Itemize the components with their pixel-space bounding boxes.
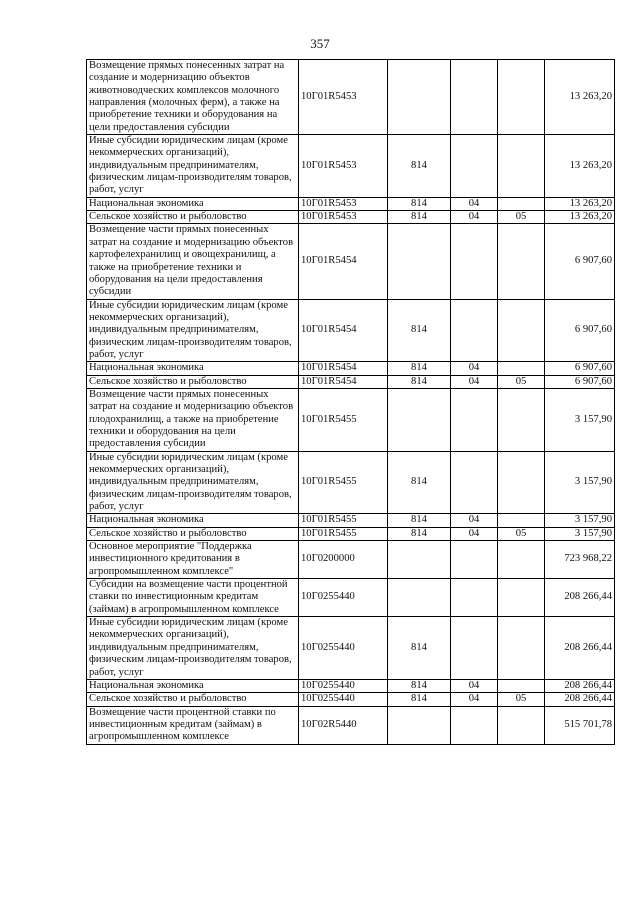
row-target-code: 10Г01R5455 <box>299 388 388 451</box>
row-name: Национальная экономика <box>87 197 299 210</box>
row-amount: 13 263,20 <box>545 135 615 198</box>
row-name: Основное мероприятие "Поддержка инвестиционного кредитования в агропромышленном комплексе" <box>87 541 299 579</box>
row-target-code: 10Г01R5454 <box>299 362 388 375</box>
row-amount: 3 157,90 <box>545 451 615 514</box>
row-subsection <box>498 579 545 617</box>
row-expense-type <box>388 706 451 744</box>
row-amount: 13 263,20 <box>545 211 615 224</box>
table-row <box>87 375 615 388</box>
row-amount: 6 907,60 <box>545 362 615 375</box>
row-section <box>451 388 498 451</box>
table-row <box>87 579 615 617</box>
row-expense-type: 814 <box>388 135 451 198</box>
row-subsection <box>498 60 545 135</box>
row-section: 04 <box>451 375 498 388</box>
table-row <box>87 451 615 514</box>
row-expense-type: 814 <box>388 693 451 706</box>
row-name: Возмещение части процентной ставки по инвестиционным кредитам (займам) в агропромышленном комплексе <box>87 706 299 744</box>
row-target-code: 10Г01R5453 <box>299 60 388 135</box>
table-row <box>87 679 615 692</box>
row-name: Национальная экономика <box>87 514 299 527</box>
row-target-code: 10Г0255440 <box>299 693 388 706</box>
row-target-code: 10Г01R5454 <box>299 299 388 362</box>
row-subsection <box>498 388 545 451</box>
row-name: Национальная экономика <box>87 362 299 375</box>
row-amount: 6 907,60 <box>545 224 615 299</box>
row-amount: 6 907,60 <box>545 375 615 388</box>
table-row <box>87 224 615 299</box>
table-row <box>87 617 615 680</box>
page-number: 357 <box>310 36 330 51</box>
row-expense-type <box>388 60 451 135</box>
row-target-code: 10Г01R5455 <box>299 451 388 514</box>
row-name: Иные субсидии юридическим лицам (кроме некоммерческих организаций), индивидуальным предпринимателям, физическим лицам-производителям товаров, работ, услуг <box>87 299 299 362</box>
row-name: Сельское хозяйство и рыболовство <box>87 527 299 540</box>
row-subsection: 05 <box>498 693 545 706</box>
row-subsection <box>498 541 545 579</box>
row-section <box>451 135 498 198</box>
row-target-code: 10Г01R5453 <box>299 135 388 198</box>
row-expense-type: 814 <box>388 514 451 527</box>
row-subsection: 05 <box>498 375 545 388</box>
row-section: 04 <box>451 527 498 540</box>
row-amount: 723 968,22 <box>545 541 615 579</box>
row-expense-type: 814 <box>388 211 451 224</box>
row-name: Субсидии на возмещение части процентной ставки по инвестиционным кредитам (займам) в агропромышленном комплексе <box>87 579 299 617</box>
row-amount: 515 701,78 <box>545 706 615 744</box>
row-target-code: 10Г0255440 <box>299 579 388 617</box>
row-name: Сельское хозяйство и рыболовство <box>87 693 299 706</box>
row-target-code: 10Г01R5453 <box>299 211 388 224</box>
row-section: 04 <box>451 211 498 224</box>
row-subsection <box>498 197 545 210</box>
row-target-code: 10Г01R5455 <box>299 514 388 527</box>
table-row <box>87 299 615 362</box>
row-section <box>451 579 498 617</box>
row-subsection <box>498 362 545 375</box>
table-row <box>87 135 615 198</box>
row-amount: 13 263,20 <box>545 197 615 210</box>
row-section: 04 <box>451 197 498 210</box>
row-expense-type: 814 <box>388 679 451 692</box>
row-expense-type: 814 <box>388 527 451 540</box>
row-subsection <box>498 514 545 527</box>
row-expense-type <box>388 224 451 299</box>
row-expense-type: 814 <box>388 375 451 388</box>
table-row <box>87 514 615 527</box>
row-subsection <box>498 451 545 514</box>
row-section <box>451 706 498 744</box>
row-name: Иные субсидии юридическим лицам (кроме некоммерческих организаций), индивидуальным предпринимателям, физическим лицам-производителям товаров, работ, услуг <box>87 135 299 198</box>
row-expense-type: 814 <box>388 299 451 362</box>
row-target-code: 10Г02R5440 <box>299 706 388 744</box>
row-amount: 3 157,90 <box>545 514 615 527</box>
row-subsection <box>498 299 545 362</box>
row-subsection: 05 <box>498 211 545 224</box>
table-row <box>87 706 615 744</box>
row-amount: 3 157,90 <box>545 527 615 540</box>
row-target-code: 10Г01R5454 <box>299 375 388 388</box>
row-subsection: 05 <box>498 527 545 540</box>
row-name: Иные субсидии юридическим лицам (кроме некоммерческих организаций), индивидуальным предпринимателям, физическим лицам-производителям товаров, работ, услуг <box>87 451 299 514</box>
row-expense-type: 814 <box>388 617 451 680</box>
table-row <box>87 197 615 210</box>
row-name: Национальная экономика <box>87 679 299 692</box>
row-name: Сельское хозяйство и рыболовство <box>87 211 299 224</box>
row-expense-type <box>388 388 451 451</box>
table-row <box>87 211 615 224</box>
row-subsection <box>498 224 545 299</box>
row-target-code: 10Г0200000 <box>299 541 388 579</box>
row-amount: 208 266,44 <box>545 579 615 617</box>
row-section: 04 <box>451 362 498 375</box>
table-row <box>87 527 615 540</box>
row-subsection <box>498 617 545 680</box>
row-section <box>451 617 498 680</box>
row-name: Возмещение части прямых понесенных затрат на создание и модернизацию объектов картофелехранилищ и овощехранилищ, а также на приобретение техники и оборудования на цели предоставления субсидии <box>87 224 299 299</box>
row-amount: 208 266,44 <box>545 693 615 706</box>
row-expense-type <box>388 541 451 579</box>
row-amount: 208 266,44 <box>545 679 615 692</box>
row-subsection <box>498 135 545 198</box>
budget-table <box>86 59 615 745</box>
table-row <box>87 541 615 579</box>
row-expense-type: 814 <box>388 451 451 514</box>
row-name: Сельское хозяйство и рыболовство <box>87 375 299 388</box>
row-section <box>451 224 498 299</box>
row-section <box>451 541 498 579</box>
row-expense-type: 814 <box>388 197 451 210</box>
row-target-code: 10Г01R5454 <box>299 224 388 299</box>
row-amount: 13 263,20 <box>545 60 615 135</box>
row-section: 04 <box>451 514 498 527</box>
row-subsection <box>498 679 545 692</box>
row-target-code: 10Г0255440 <box>299 617 388 680</box>
row-section <box>451 451 498 514</box>
row-section <box>451 299 498 362</box>
row-amount: 6 907,60 <box>545 299 615 362</box>
row-section: 04 <box>451 693 498 706</box>
row-section: 04 <box>451 679 498 692</box>
row-expense-type <box>388 579 451 617</box>
row-amount: 208 266,44 <box>545 617 615 680</box>
table-row <box>87 388 615 451</box>
row-section <box>451 60 498 135</box>
row-name: Возмещение части прямых понесенных затрат на создание и модернизацию объектов плодохранилищ, а также на приобретение техники и оборудования на цели предоставления субсидии <box>87 388 299 451</box>
table-row <box>87 60 615 135</box>
row-target-code: 10Г01R5453 <box>299 197 388 210</box>
row-target-code: 10Г0255440 <box>299 679 388 692</box>
table-row <box>87 362 615 375</box>
row-amount: 3 157,90 <box>545 388 615 451</box>
row-name: Иные субсидии юридическим лицам (кроме некоммерческих организаций), индивидуальным предпринимателям, физическим лицам-производителям товаров, работ, услуг <box>87 617 299 680</box>
row-target-code: 10Г01R5455 <box>299 527 388 540</box>
table-row <box>87 693 615 706</box>
row-expense-type: 814 <box>388 362 451 375</box>
row-name: Возмещение прямых понесенных затрат на создание и модернизацию объектов животноводческих комплексов молочного направления (молочных ферм), а также на приобретение техники и оборудования на цели предоставления субсидии <box>87 60 299 135</box>
row-subsection <box>498 706 545 744</box>
